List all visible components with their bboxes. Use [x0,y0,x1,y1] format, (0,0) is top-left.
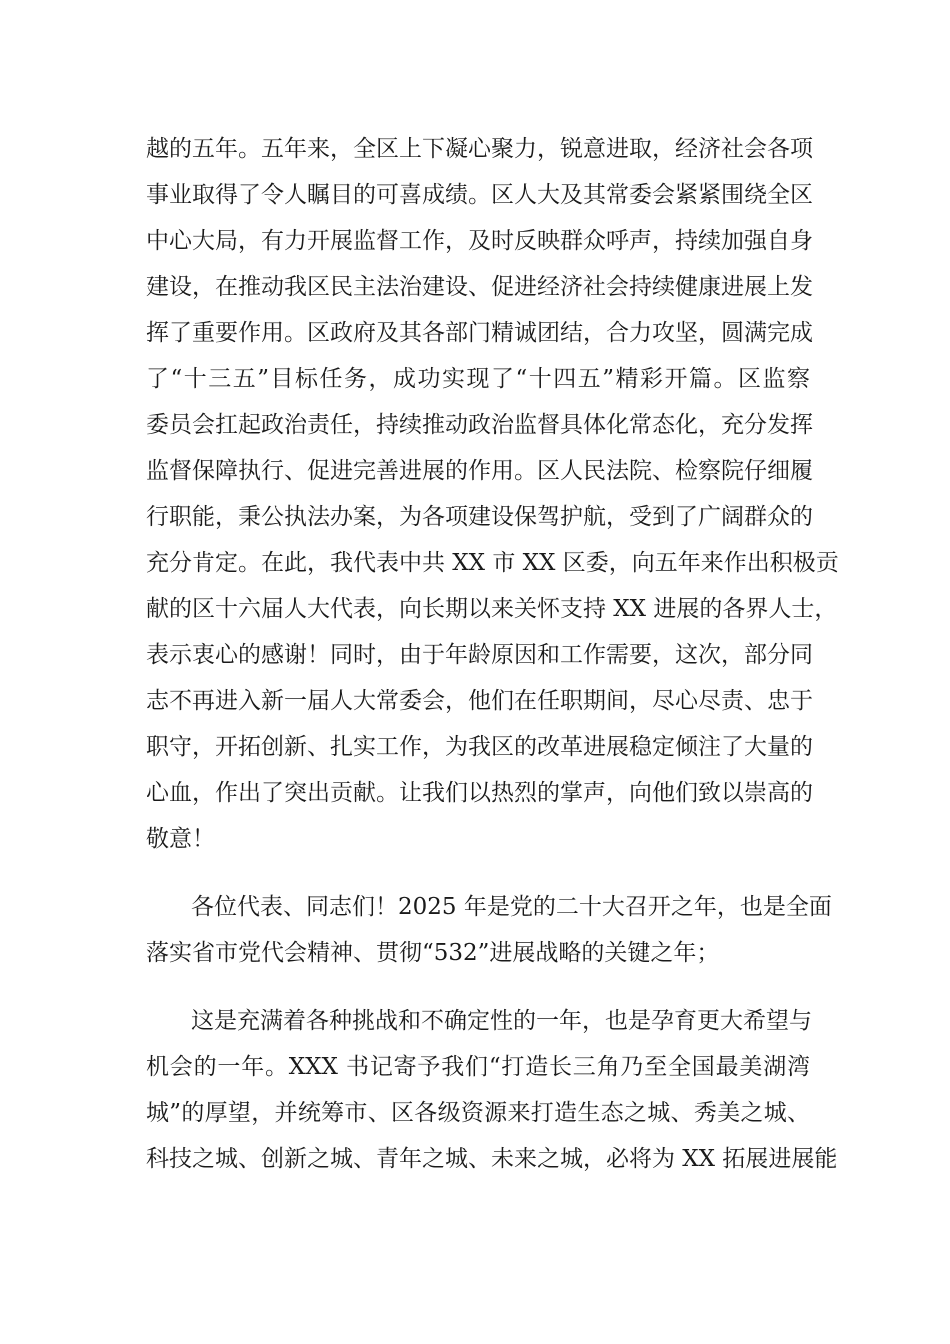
text-line: 志不再进入新一届人大常委会，他们在任职期间，尽心尽责、忠于 [146,688,813,714]
text-line: 敬意！ [146,826,215,852]
text-line: 城”的厚望，并统筹市、区各级资源来打造生态之城、秀美之城、 [146,1100,810,1126]
text-line: 心血，作出了突出贡献。让我们以热烈的掌声，向他们致以崇高的 [146,780,813,806]
text-line: 监督保障执行、促进完善进展的作用。区人民法院、检察院仔细履 [146,458,813,484]
text-line: 机会的一年。XXX 书记寄予我们“打造长三角乃至全国最美湖湾 [146,1054,810,1080]
text-line: 科技之城、创新之城、青年之城、未来之城，必将为 XX 拓展进展能 [146,1146,838,1172]
text-line: 落实省市党代会精神、贯彻“532”进展战略的关键之年； [146,940,720,966]
text-line: 行职能，秉公执法办案，为各项建设保驾护航，受到了广阔群众的 [146,504,813,530]
text-line: 充分肯定。在此，我代表中共 XX 市 XX 区委，向五年来作出积极贡 [146,550,839,576]
text-line: 挥了重要作用。区政府及其各部门精诚团结，合力攻坚，圆满完成 [146,320,813,346]
text-line: 献的区十六届人大代表，向长期以来关怀支持 XX 进展的各界人士， [146,596,838,622]
text-line: 中心大局，有力开展监督工作，及时反映群众呼声，持续加强自身 [146,228,813,254]
text-line: 建设，在推动我区民主法治建设、促进经济社会持续健康进展上发 [146,274,813,300]
text-line: 表示衷心的感谢！同时，由于年龄原因和工作需要，这次，部分同 [146,642,813,668]
text-line: 各位代表、同志们！2025 年是党的二十大召开之年，也是全面 [191,894,832,920]
text-line: 了“十三五”目标任务，成功实现了“十四五”精彩开篇。区监察 [146,366,810,392]
text-line: 职守，开拓创新、扎实工作，为我区的改革进展稳定倾注了大量的 [146,734,813,760]
text-line: 这是充满着各种挑战和不确定性的一年，也是孕育更大希望与 [191,1008,812,1034]
text-line: 委员会扛起政治责任，持续推动政治监督具体化常态化，充分发挥 [146,412,813,438]
text-line: 越的五年。五年来，全区上下凝心聚力，锐意进取，经济社会各项 [146,136,813,162]
text-line: 事业取得了令人瞩目的可喜成绩。区人大及其常委会紧紧围绕全区 [146,182,813,208]
